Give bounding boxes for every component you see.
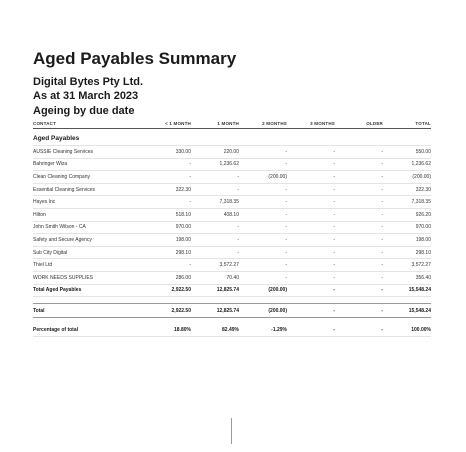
amount-cell: - bbox=[335, 259, 383, 272]
amount-cell: - bbox=[287, 208, 335, 221]
table-row bbox=[33, 183, 431, 196]
amount-cell: 12,825.74 bbox=[191, 284, 239, 297]
amount-cell: - bbox=[287, 171, 335, 184]
amount-cell: - bbox=[239, 234, 287, 247]
amount-cell: - bbox=[143, 158, 191, 171]
amount-cell: 970.00 bbox=[383, 221, 431, 234]
amount-cell: - bbox=[335, 246, 383, 259]
amount-cell: 286.00 bbox=[143, 271, 191, 284]
amount-cell: - bbox=[239, 183, 287, 196]
amount-cell: 15,548.24 bbox=[383, 304, 431, 318]
section-header-row bbox=[33, 129, 431, 146]
column-header-contact: CONTACT bbox=[33, 121, 57, 126]
amount-cell: - bbox=[239, 146, 287, 159]
amount-cell: 7,318.35 bbox=[191, 196, 239, 209]
amount-cell: 330.00 bbox=[143, 146, 191, 159]
table-row bbox=[33, 234, 431, 247]
report-date: As at 31 March 2023 bbox=[33, 90, 139, 102]
spacer-cell bbox=[33, 297, 431, 304]
amount-cell: - bbox=[191, 234, 239, 247]
amount-cell: - bbox=[191, 171, 239, 184]
amount-cell: - bbox=[191, 221, 239, 234]
amount-cell: 7,318.35 bbox=[383, 196, 431, 209]
amount-cell: 550.00 bbox=[383, 146, 431, 159]
amount-cell: - bbox=[287, 196, 335, 209]
organisation-name: Digital Bytes Pty Ltd. bbox=[33, 76, 144, 88]
row-label[interactable]: Hayes Inc bbox=[33, 196, 143, 209]
amount-cell: 1,236.62 bbox=[383, 158, 431, 171]
amount-cell: - bbox=[287, 158, 335, 171]
amount-cell: - bbox=[143, 259, 191, 272]
column-header-older: OLDER bbox=[366, 121, 383, 126]
row-label[interactable]: John Smith Wilson - CA bbox=[33, 221, 143, 234]
amount-cell: - bbox=[335, 284, 383, 297]
amount-cell: - bbox=[239, 196, 287, 209]
grand-total-row bbox=[33, 304, 431, 318]
row-label: Total Aged Payables bbox=[33, 284, 143, 297]
amount-cell: 408.10 bbox=[191, 208, 239, 221]
amount-cell: 3,572.27 bbox=[383, 259, 431, 272]
row-label[interactable]: Bahringer Wiza bbox=[33, 158, 143, 171]
amount-cell: - bbox=[335, 234, 383, 247]
amount-cell: - bbox=[287, 324, 335, 336]
amount-cell: - bbox=[287, 271, 335, 284]
row-label: Total bbox=[33, 304, 143, 318]
amount-cell: 970.00 bbox=[143, 221, 191, 234]
amount-cell: - bbox=[335, 158, 383, 171]
amount-cell: 220.00 bbox=[191, 146, 239, 159]
amount-cell: - bbox=[239, 158, 287, 171]
column-header-1-month: 1 MONTH bbox=[217, 121, 239, 126]
amount-cell: - bbox=[287, 183, 335, 196]
amount-cell: - bbox=[287, 304, 335, 318]
amount-cell: (200.00) bbox=[239, 171, 287, 184]
row-label[interactable]: Safety and Secure Agency bbox=[33, 234, 143, 247]
report-page bbox=[33, 48, 431, 337]
table-row bbox=[33, 146, 431, 159]
amount-cell: - bbox=[143, 196, 191, 209]
column-header-2-months: 2 MONTHS bbox=[262, 121, 287, 126]
spacer-row bbox=[33, 297, 431, 304]
amount-cell: - bbox=[239, 259, 287, 272]
amount-cell: - bbox=[287, 284, 335, 297]
report-title: Aged Payables Summary bbox=[33, 49, 237, 68]
amount-cell: - bbox=[191, 246, 239, 259]
amount-cell: - bbox=[143, 171, 191, 184]
amount-cell: - bbox=[239, 221, 287, 234]
amount-cell: -1.29% bbox=[239, 324, 287, 336]
amount-cell: - bbox=[335, 146, 383, 159]
section-title: Aged Payables bbox=[33, 129, 431, 146]
amount-cell: - bbox=[335, 196, 383, 209]
amount-cell: - bbox=[239, 246, 287, 259]
table-row bbox=[33, 221, 431, 234]
amount-cell: - bbox=[239, 271, 287, 284]
amount-cell: (200.00) bbox=[239, 304, 287, 318]
amount-cell: 322.30 bbox=[383, 183, 431, 196]
column-header-total: TOTAL bbox=[415, 121, 431, 126]
amount-cell: - bbox=[335, 221, 383, 234]
page-divider bbox=[231, 418, 232, 444]
amount-cell: 3,572.27 bbox=[191, 259, 239, 272]
amount-cell: 356.40 bbox=[383, 271, 431, 284]
amount-cell: (200.00) bbox=[383, 171, 431, 184]
amount-cell: 926.20 bbox=[383, 208, 431, 221]
amount-cell: - bbox=[335, 208, 383, 221]
amount-cell: - bbox=[287, 234, 335, 247]
row-label[interactable]: AUSSIE Cleaning Services bbox=[33, 146, 143, 159]
amount-cell: 2,922.50 bbox=[143, 304, 191, 318]
amount-cell: - bbox=[287, 221, 335, 234]
row-label[interactable]: Thiel Ltd bbox=[33, 259, 143, 272]
table-row bbox=[33, 196, 431, 209]
amount-cell: 70.40 bbox=[191, 271, 239, 284]
row-label[interactable]: Clean Cleaning Company bbox=[33, 171, 143, 184]
amount-cell: 12,825.74 bbox=[191, 304, 239, 318]
aged-payables-table bbox=[33, 118, 431, 337]
amount-cell: - bbox=[287, 246, 335, 259]
amount-cell: - bbox=[287, 146, 335, 159]
amount-cell: 298.10 bbox=[383, 246, 431, 259]
table-row bbox=[33, 259, 431, 272]
table-row bbox=[33, 158, 431, 171]
table-row bbox=[33, 171, 431, 184]
table-row bbox=[33, 271, 431, 284]
amount-cell: 82.49% bbox=[191, 324, 239, 336]
table-row bbox=[33, 246, 431, 259]
amount-cell: 2,922.50 bbox=[143, 284, 191, 297]
amount-cell: 15,548.24 bbox=[383, 284, 431, 297]
amount-cell: 518.10 bbox=[143, 208, 191, 221]
amount-cell: - bbox=[335, 324, 383, 336]
amount-cell: 100.00% bbox=[383, 324, 431, 336]
row-label[interactable]: WORK NEEDS SUPPLIES bbox=[33, 271, 143, 284]
row-label: Percentage of total bbox=[33, 324, 143, 336]
amount-cell: - bbox=[335, 304, 383, 318]
amount-cell: - bbox=[287, 259, 335, 272]
amount-cell: 198.00 bbox=[383, 234, 431, 247]
amount-cell: 1,236.62 bbox=[191, 158, 239, 171]
amount-cell: - bbox=[335, 271, 383, 284]
amount-cell: - bbox=[191, 183, 239, 196]
table-header-row bbox=[33, 118, 431, 129]
row-label[interactable]: Essential Cleaning Services bbox=[33, 183, 143, 196]
table-row bbox=[33, 208, 431, 221]
column-header-lt-1-month: < 1 MONTH bbox=[165, 121, 191, 126]
total-aged-payables-row bbox=[33, 284, 431, 297]
amount-cell: 198.00 bbox=[143, 234, 191, 247]
row-label[interactable]: Hilton bbox=[33, 208, 143, 221]
amount-cell: - bbox=[335, 183, 383, 196]
amount-cell: - bbox=[239, 208, 287, 221]
amount-cell: 322.30 bbox=[143, 183, 191, 196]
column-header-3-months: 3 MONTHS bbox=[310, 121, 335, 126]
percentage-of-total-row bbox=[33, 324, 431, 336]
amount-cell: (200.00) bbox=[239, 284, 287, 297]
ageing-basis: Ageing by due date bbox=[33, 105, 135, 117]
amount-cell: - bbox=[335, 171, 383, 184]
amount-cell: 298.10 bbox=[143, 246, 191, 259]
row-label[interactable]: Sub City Digital bbox=[33, 246, 143, 259]
amount-cell: 18.80% bbox=[143, 324, 191, 336]
